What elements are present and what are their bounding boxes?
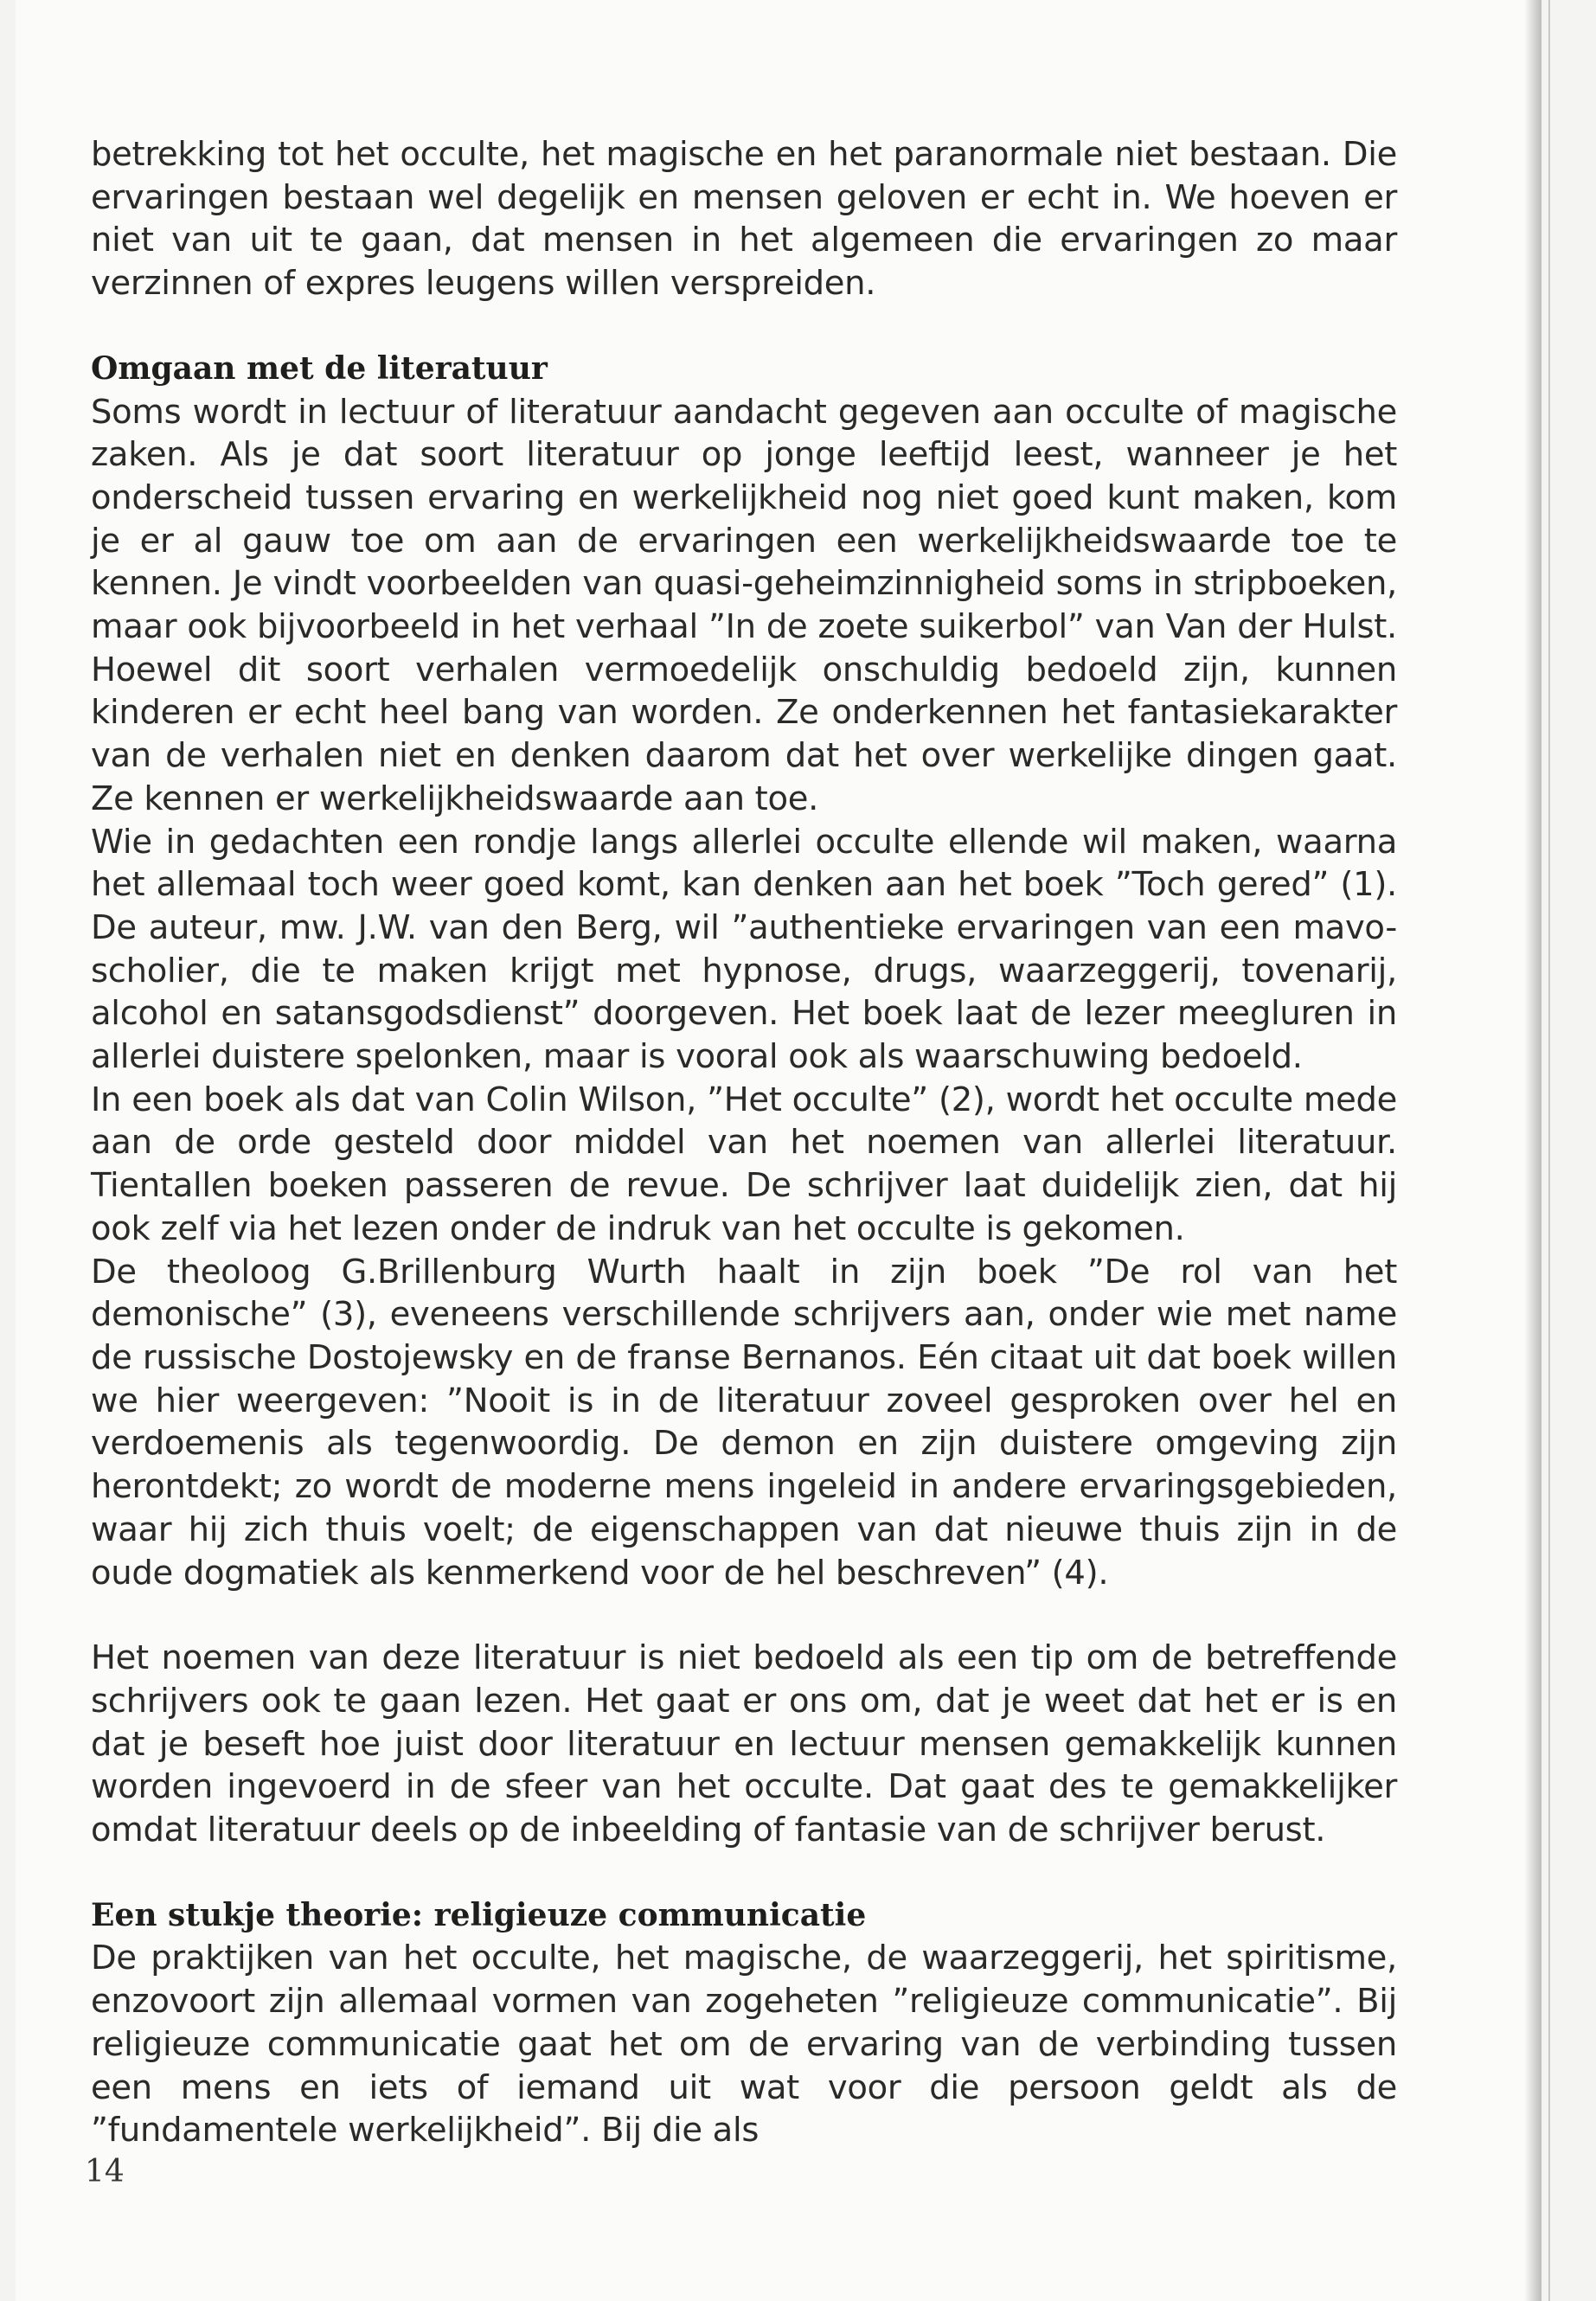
section-heading-literatuur: Omgaan met de literatuur (91, 349, 548, 387)
section-heading-theorie: Een stukje theorie: religieuze communicatie (91, 1896, 867, 1933)
page-edge-shadow (1524, 0, 1542, 2301)
paragraph: Wie in gedachten een rondje langs allerlei occulte ellende wil maken, waarna het allemaal toch weer goed komt, kan denken aan het boek ”Toch gered” (1). De auteur, mw. J.W. van den Berg, wil ”authentieke ervaringen van een mavo-scholier, die te maken krijgt met hypnose, drugs, waarzeggerij, tovenarij, alcohol en satansgodsdienst” doorgeven. Het boek laat de lezer meegluren in allerlei duistere spelonken, maar is vooral ook als waarschuwing bedoeld. (91, 822, 1397, 1077)
paragraph: De praktijken van het occulte, het magische, de waarzeggerij, het spiritisme, enzovoort zijn allemaal vormen van zogeheten ”religieuze communicatie”. Bij religieuze communicatie gaat het om de ervaring van de verbinding tussen een mens en iets of iemand uit wat voor die persoon geldt als de ”fundamentele werkelijkheid”. Bij die als (91, 1939, 1397, 2150)
page-number: 14 (85, 2154, 125, 2189)
paragraph: De theoloog G.Brillenburg Wurth haalt in zijn boek ”De rol van het demonische” (3), eveneens verschillende schrijvers aan, onder wie met name de russische Dostojewsky en de franse Bernanos. Eén citaat uit dat boek willen we hier weergeven: ”Nooit is in de literatuur zoveel gesproken over hel en verdoemenis als tegenwoordig. De demon en zijn duistere omgeving zijn herontdekt; zo wordt de moderne mens ingeleid in andere ervaringsgebieden, waar hij zich thuis voelt; de eigenschappen van dat nieuwe thuis zijn in de oude dogmatiek als kenmerkend voor de hel beschreven” (4). (91, 1252, 1397, 1593)
paragraph: In een boek als dat van Colin Wilson, ”Het occulte” (2), wordt het occulte mede aan de orde gesteld door middel van het noemen van allerlei literatuur. Tientallen boeken passeren de revue. De schrijver laat duidelijk zien, dat hij ook zelf via het lezen onder de indruk van het occulte is gekomen. (91, 1080, 1397, 1248)
paragraph-closing: Het noemen van deze literatuur is niet bedoeld als een tip om de betreffende schrijvers ook te gaan lezen. Het gaat er ons om, dat je weet dat het er is en dat je beseft hoe juist door literatuur en lectuur mensen gemakkelijk kunnen worden ingevoerd in de sfeer van het occulte. Dat gaat des te gemakkelijker omdat literatuur deels op de inbeelding of fantasie van de schrijver berust. (91, 1638, 1397, 1850)
page-edge-line (1548, 0, 1550, 2301)
paragraph: Soms wordt in lectuur of literatuur aandacht gegeven aan occulte of magische zaken. Als je dat soort literatuur op jonge leeftijd leest, wanneer je het onderscheid tussen ervaring en werkelijkheid nog niet goed kunt maken, kom je er al gauw toe om aan de ervaringen een werkelijkheidswaarde toe te kennen. Je vindt voorbeelden van quasi-geheimzinnigheid soms in stripboeken, maar ook bijvoorbeeld in het verhaal ”In de zoete suikerbol” van Van der Hulst. Hoewel dit soort verhalen vermoedelijk onschuldig bedoeld zijn, kunnen kinderen er echt heel bang van worden. Ze onderkennen het fantasiekarakter van de verhalen niet en denken daarom dat het over werkelijke dingen gaat. Ze kennen er werkelijkheidswaarde aan toe. (91, 392, 1397, 818)
page-body (91, 133, 1397, 2152)
paragraph-intro: betrekking tot het occulte, het magische en het paranormale niet bestaan. Die ervaringen bestaan wel degelijk en mensen geloven er echt in. We hoeven er niet van uit te gaan, dat mensen in het algemeen die ervaringen zo maar verzinnen of expres leugens willen verspreiden. (91, 135, 1397, 304)
